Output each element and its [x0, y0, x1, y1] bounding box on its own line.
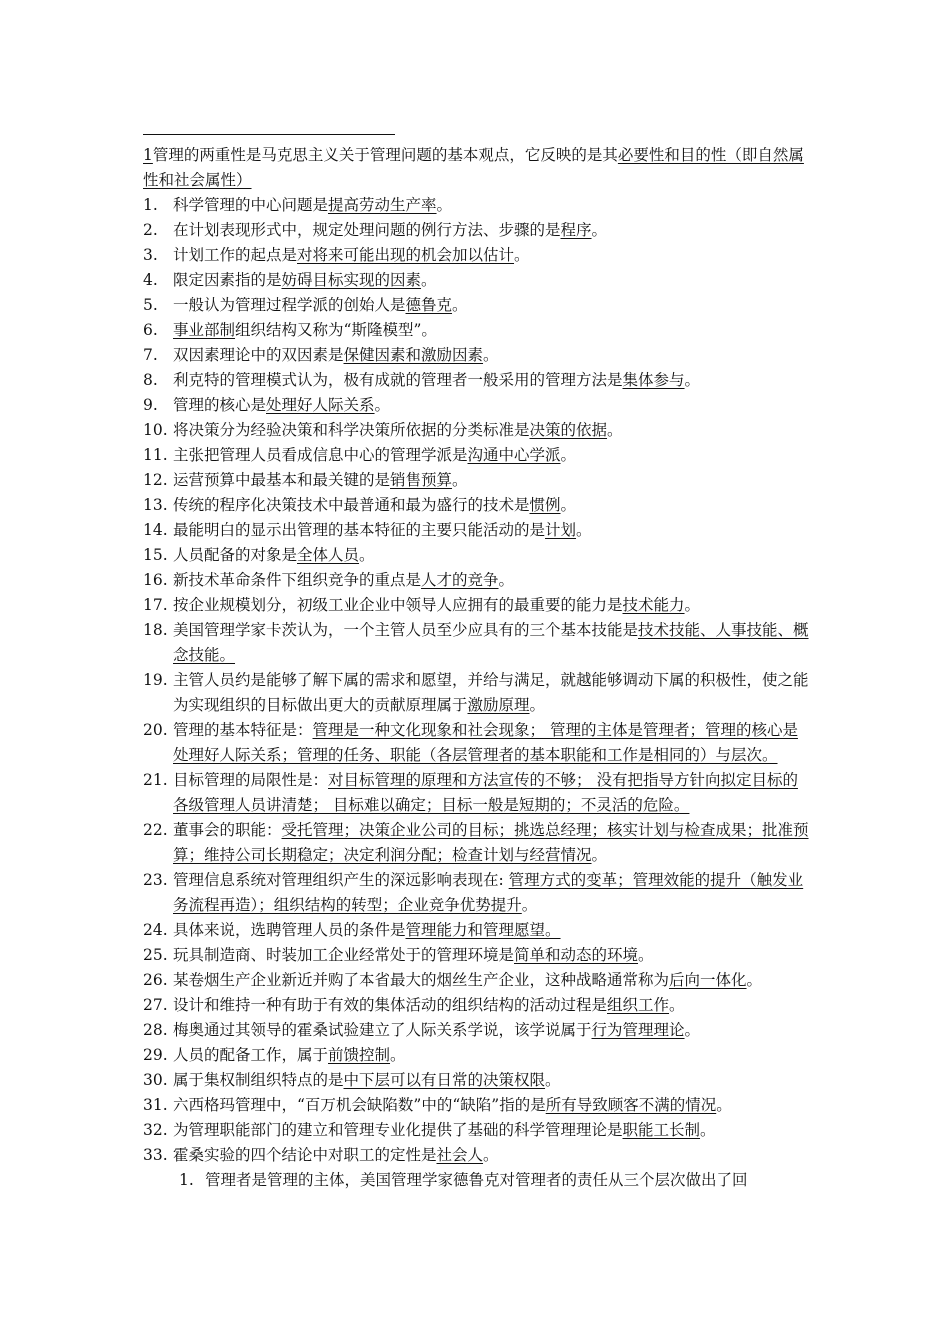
- list-item: [143, 868, 813, 918]
- item-question: 限定因素指的是: [173, 271, 282, 289]
- item-question: 人员配备的对象是: [173, 546, 298, 564]
- item-answer: 沟通中心学派: [467, 446, 561, 464]
- item-punctuation: 。: [684, 596, 701, 614]
- item-question: 美国管理学家卡茨认为，一个主管人员至少应具有的三个基本技能是: [173, 621, 639, 639]
- item-answer: 组织工作: [607, 996, 670, 1014]
- item-number: 20.: [143, 721, 168, 739]
- item-question: 霍桑实验的四个结论中对职工的定性是: [173, 1146, 437, 1164]
- item-number: 14.: [143, 521, 168, 539]
- list-item: [143, 193, 813, 218]
- item-question: 管理的核心是: [173, 396, 267, 414]
- list-item: [143, 618, 813, 668]
- item-answer: 妨碍目标实现的因素: [281, 271, 422, 289]
- sub-item-number: 1.: [179, 1171, 194, 1189]
- item-number: 13.: [143, 496, 168, 514]
- item-number: 16.: [143, 571, 168, 589]
- item-punctuation: 。: [560, 446, 577, 464]
- item-question: 科学管理的中心问题是: [173, 196, 329, 214]
- list-item: [143, 593, 813, 618]
- list-item: [143, 443, 813, 468]
- item-question: 在计划表现形式中，规定处理问题的例行方法、步骤的是: [173, 221, 561, 239]
- item-number: 19.: [143, 671, 168, 689]
- list-item: [143, 243, 813, 268]
- intro-text: 管理的两重性是马克思主义关于管理问题的基本观点，它反映的是其: [152, 146, 618, 164]
- list-item: [143, 418, 813, 443]
- item-answer: 保健因素和激励因素: [343, 346, 484, 364]
- item-punctuation: 。: [359, 546, 375, 564]
- item-answer: 激励原理: [467, 696, 530, 714]
- list-item: [143, 293, 813, 318]
- item-answer: 中下层可以有日常的决策权限: [343, 1071, 546, 1089]
- item-punctuation: 。: [483, 1146, 499, 1164]
- item-question: 人员的配备工作，属于: [173, 1046, 329, 1064]
- list-item: [143, 1043, 813, 1068]
- item-answer: 管理能力和管理愿望。: [405, 921, 561, 939]
- item-punctuation: 。: [545, 1071, 561, 1089]
- item-question: 具体来说，选聘管理人员的条件是: [173, 921, 406, 939]
- item-question: 管理的基本特征是：: [173, 721, 313, 739]
- item-answer: 行为管理理论: [591, 1021, 685, 1039]
- item-answer: 社会人: [436, 1146, 484, 1164]
- list-item: [143, 218, 813, 243]
- item-number: 9.: [143, 396, 158, 414]
- item-punctuation: 。: [521, 896, 538, 914]
- item-punctuation: 。: [700, 1121, 716, 1139]
- list-item: [143, 718, 813, 768]
- item-question: 六西格玛管理中，“百万机会缺陷数”中的“缺陷”指的是: [173, 1096, 546, 1114]
- item-number: 3.: [143, 246, 158, 264]
- item-answer: 提高劳动生产率: [328, 196, 437, 214]
- item-answer: 所有导致顾客不满的情况: [545, 1096, 717, 1114]
- item-punctuation: 。: [638, 946, 654, 964]
- item-answer: 决策的依据: [529, 421, 608, 439]
- list-item: [143, 943, 813, 968]
- item-number: 8.: [143, 371, 158, 389]
- item-number: 6.: [143, 321, 158, 339]
- item-number: 1.: [143, 196, 158, 214]
- item-answer: 德鲁克: [405, 296, 453, 314]
- item-number: 4.: [143, 271, 158, 289]
- item-punctuation: 。: [483, 346, 499, 364]
- item-punctuation: 。: [591, 846, 608, 864]
- item-question: 按企业规模划分，初级工业企业中领导人应拥有的最重要的能力是: [173, 596, 623, 614]
- item-answer: 职能工长制: [622, 1121, 701, 1139]
- item-punctuation: 。: [669, 996, 685, 1014]
- list-item: [143, 768, 813, 818]
- item-punctuation: 。: [716, 1096, 732, 1114]
- list-item: [143, 1118, 813, 1143]
- list-item: [143, 468, 813, 493]
- list-item: [143, 318, 813, 343]
- item-answer: 技术能力: [622, 596, 685, 614]
- item-punctuation: 。: [684, 371, 701, 389]
- item-answer: 集体参与: [622, 371, 685, 389]
- item-number: 11.: [143, 446, 168, 464]
- list-item: [143, 1143, 813, 1168]
- item-answer: 管理是一种文化现象和社会现象； 管理的主体是管理者；管理的核心是处理好人际关系；管理的任务、职能（各层管理者的基本职能和工作是相同的）与层次。: [173, 721, 798, 764]
- item-answer: 对目标管理的原理和方法宣传的不够； 没有把指导方针向拟定目标的各级管理人员讲清楚； 目标难以确定；目标一般是短期的；不灵活的危险。: [173, 771, 798, 814]
- item-number: 30.: [143, 1071, 168, 1089]
- item-question: 主张把管理人员看成信息中心的管理学派是: [173, 446, 468, 464]
- list-item: [143, 993, 813, 1018]
- item-answer: 前馈控制: [328, 1046, 391, 1064]
- item-punctuation: 。: [576, 521, 592, 539]
- item-answer: 对将来可能出现的机会加以估计: [297, 246, 515, 264]
- item-question: 利克特的管理模式认为，极有成就的管理者一般采用的管理方法是: [173, 371, 623, 389]
- list-item: [143, 668, 813, 718]
- list-item: [143, 393, 813, 418]
- item-number: 22.: [143, 821, 168, 839]
- item-number: 10.: [143, 421, 168, 439]
- item-question: 新技术革命条件下组织竞争的重点是: [173, 571, 422, 589]
- item-question: 目标管理的局限性是：: [173, 771, 329, 789]
- list-item: [143, 343, 813, 368]
- item-number: 33.: [143, 1146, 168, 1164]
- list-item: [143, 1068, 813, 1093]
- item-number: 27.: [143, 996, 168, 1014]
- item-answer: 处理好人际关系: [266, 396, 375, 414]
- item-question: 某卷烟生产企业新近并购了本省最大的烟丝生产企业，这种战略通常称为: [173, 971, 670, 989]
- item-number: 17.: [143, 596, 168, 614]
- item-question: 最能明白的显示出管理的基本特征的主要只能活动的是: [173, 521, 546, 539]
- item-number: 26.: [143, 971, 168, 989]
- item-number: 29.: [143, 1046, 168, 1064]
- item-question: 玩具制造商、时装加工企业经常处于的管理环境是: [173, 946, 515, 964]
- item-question: 为管理职能部门的建立和管理专业化提供了基础的科学管理理论是: [173, 1121, 623, 1139]
- item-number: 21.: [143, 771, 168, 789]
- item-question: 一般认为管理过程学派的创始人是: [173, 296, 406, 314]
- item-answer: 计划: [545, 521, 577, 539]
- item-punctuation: 。: [390, 1046, 406, 1064]
- list-item: [143, 543, 813, 568]
- question-list: [143, 143, 813, 1193]
- list-item: [143, 568, 813, 593]
- list-item: [143, 1093, 813, 1118]
- list-item: [143, 368, 813, 393]
- item-question: 主管人员约是能够了解下属的需求和愿望，并给与满足，就越能够调动下属的积极性，使之能为实现组织的目标做出更大的贡献原理属于: [173, 671, 809, 714]
- item-punctuation: 组织结构又称为“斯隆模型”。: [235, 321, 437, 339]
- item-question: 设计和维持一种有助于有效的集体活动的组织结构的活动过程是: [173, 996, 608, 1014]
- item-number: 18.: [143, 621, 168, 639]
- item-question: 董事会的职能：: [173, 821, 282, 839]
- item-number: 32.: [143, 1121, 168, 1139]
- item-answer: 程序: [560, 221, 592, 239]
- item-punctuation: 。: [436, 196, 453, 214]
- item-punctuation: 。: [374, 396, 391, 414]
- intro-number: 1: [143, 146, 153, 164]
- list-item: [143, 968, 813, 993]
- item-answer: 销售预算: [390, 471, 453, 489]
- item-punctuation: 。: [452, 471, 468, 489]
- item-number: 7.: [143, 346, 158, 364]
- item-question: 运营预算中最基本和最关键的是: [173, 471, 391, 489]
- item-question: 梅奥通过其领导的霍桑试验建立了人际关系学说，该学说属于: [173, 1021, 592, 1039]
- item-number: 5.: [143, 296, 158, 314]
- item-question: 双因素理论中的双因素是: [173, 346, 344, 364]
- item-number: 25.: [143, 946, 168, 964]
- item-question: 将决策分为经验决策和科学决策所依据的分类标准是: [173, 421, 530, 439]
- item-question: 传统的程序化决策技术中最普通和最为盛行的技术是: [173, 496, 530, 514]
- list-item: [143, 918, 813, 943]
- item-answer: 人才的竞争: [421, 571, 499, 589]
- item-answer: 技术技能、人事技能、概念技能。: [173, 621, 809, 664]
- item-punctuation: 。: [529, 696, 546, 714]
- item-punctuation: 。: [421, 271, 437, 289]
- item-answer: 受托管理；决策企业公司的目标；挑选总经理；核实计划与检查成果；批准预算；维持公司长期稳定；决定利润分配；检查计划与经营情况: [173, 821, 809, 864]
- item-number: 31.: [143, 1096, 168, 1114]
- item-punctuation: 。: [746, 971, 763, 989]
- item-question: 计划工作的起点是: [173, 246, 298, 264]
- item-answer: 后向一体化: [669, 971, 747, 989]
- item-number: 12.: [143, 471, 168, 489]
- item-number: 23.: [143, 871, 168, 889]
- list-item: [143, 268, 813, 293]
- item-punctuation: 。: [684, 1021, 701, 1039]
- item-punctuation: 。: [591, 221, 608, 239]
- item-number: 15.: [143, 546, 168, 564]
- item-punctuation: 。: [498, 571, 515, 589]
- item-number: 2.: [143, 221, 158, 239]
- item-punctuation: 。: [560, 496, 577, 514]
- item-answer: 简单和动态的环境: [514, 946, 639, 964]
- intro-paragraph: [143, 143, 813, 193]
- sub-item-text: 管理者是管理的主体，美国管理学家德鲁克对管理者的责任从三个层次做出了回: [205, 1171, 748, 1189]
- numbered-items: [143, 193, 813, 1168]
- item-answer: 惯例: [529, 496, 561, 514]
- item-number: 28.: [143, 1021, 168, 1039]
- item-punctuation: 。: [452, 296, 468, 314]
- footnote-rule: [143, 134, 395, 135]
- item-answer: 事业部制: [173, 321, 236, 339]
- sub-list-item: [143, 1168, 813, 1193]
- list-item: [143, 818, 813, 868]
- item-answer: 全体人员: [297, 546, 360, 564]
- list-item: [143, 493, 813, 518]
- item-punctuation: 。: [607, 421, 623, 439]
- item-number: 24.: [143, 921, 168, 939]
- list-item: [143, 518, 813, 543]
- item-question: 属于集权制组织特点的是: [173, 1071, 344, 1089]
- item-punctuation: 。: [514, 246, 530, 264]
- item-question: 管理信息系统对管理组织产生的深远影响表现在:: [173, 871, 509, 889]
- intro-answer: 必要性和目的性（即自然属性和社会属性）: [143, 146, 804, 189]
- item-answer: 管理方式的变革；管理效能的提升（触发业务流程再造）；组织结构的转型；企业竞争优势提升: [173, 871, 804, 914]
- list-item: [143, 1018, 813, 1043]
